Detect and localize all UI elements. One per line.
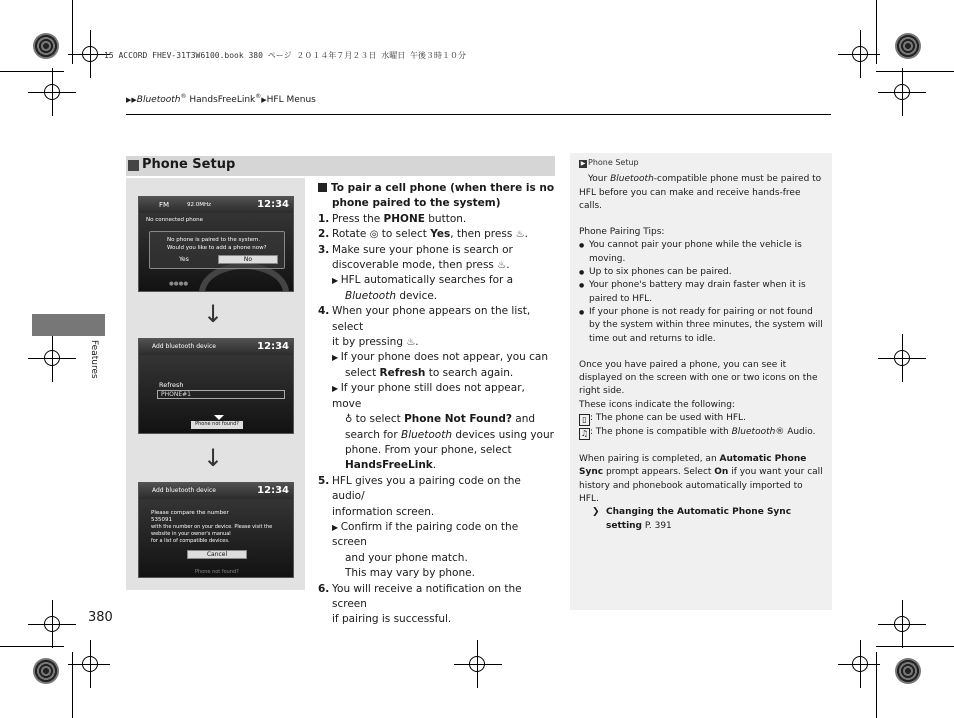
step-text: Press the [332, 212, 384, 225]
step-text-bold: Phone Not Found? [404, 413, 512, 426]
step-text-italic: Bluetooth [401, 428, 452, 441]
step-4-sub2-cont [318, 443, 556, 458]
screen-pairing-code: 535091 [151, 517, 172, 523]
steps-heading [318, 181, 556, 196]
step-4-sub2-cont [318, 412, 556, 427]
sidebar-text-bold: Automatic Phone [719, 454, 807, 465]
screen-bottom-text: Phone not found? [195, 569, 239, 575]
sidebar-para: calls. [579, 200, 603, 211]
breadcrumb-handsfreelink: HandsFreeLink [186, 95, 256, 105]
step-text: and [511, 413, 536, 426]
registration-circle [852, 46, 868, 62]
screen-compare-number [138, 482, 294, 578]
registration-circle [82, 656, 98, 672]
registered-mark: ® [255, 93, 262, 100]
step-4-sub2-cont [318, 458, 556, 473]
sidebar-para: right side. [579, 386, 625, 397]
section-square-icon [128, 160, 139, 171]
cross-reference-link[interactable] [579, 520, 825, 533]
step-number: 1. [318, 212, 330, 225]
registration-circle [894, 84, 910, 100]
step-3 [318, 243, 556, 258]
sidebar-text: : The phone is compatible with [590, 427, 732, 438]
step-text: . [432, 459, 437, 472]
registration-circle [44, 84, 60, 100]
selector-knob-icon: ◎ [369, 229, 379, 241]
heading-square-icon [318, 183, 327, 192]
step-text: select [345, 366, 380, 379]
step-text: if pairing is successful. [332, 613, 452, 626]
dialog-no-button: No [218, 255, 278, 264]
cross-reference-link[interactable] [579, 506, 825, 519]
dialog-line: Would you like to add a phone now? [167, 245, 267, 251]
screen-no-phone [138, 196, 294, 292]
screen-down-triangle-icon [214, 415, 224, 420]
screen-text-line: Please compare the number [151, 510, 229, 516]
note-arrow-icon: ▶ [332, 276, 341, 286]
step-5-sub-cont [318, 566, 556, 581]
step-2 [318, 227, 556, 242]
sidebar-tip: ● Your phone's battery may drain faster when it is [579, 279, 825, 292]
sidebar-para [579, 173, 825, 186]
step-text: it by pressing [332, 336, 407, 349]
sidebar-para [579, 453, 825, 466]
step-6 [318, 582, 556, 613]
section-header [126, 156, 555, 176]
chapter-label: Features [89, 340, 99, 379]
step-3-sub [318, 273, 556, 288]
sidebar-text: -compatible phone must be paired to [653, 174, 822, 185]
step-text: devices using your [451, 428, 554, 441]
screen-bottom-dots: ●●●● [169, 281, 189, 287]
music-note-icon: ♫ [580, 429, 589, 439]
sidebar-para: HFL before you can make and receive hands-free [579, 187, 801, 198]
screen-clock: 12:34 [257, 199, 289, 210]
sidebar-heading [579, 156, 825, 169]
sidebar-tip-cont: by the system within three minutes, the system will [589, 320, 823, 331]
sidebar-para: Once you have paired a phone, you can see it [579, 359, 787, 370]
step-text: If your phone does not appear, you can [340, 351, 549, 364]
registration-circle [82, 46, 98, 62]
step-number: 6. [318, 582, 330, 595]
step-number: 4. [318, 305, 330, 318]
sidebar-text-italic: Bluetooth [731, 427, 776, 438]
step-4-sub1 [318, 350, 556, 365]
screen-title: Add bluetooth device [152, 343, 216, 350]
step-4-sub1-cont [318, 366, 556, 381]
breadcrumb-hfl-menus: HFL Menus [266, 95, 316, 105]
sidebar-text: When pairing is completed, an [579, 454, 720, 465]
registration-target-bottom-left [33, 658, 59, 684]
screen-info: 92.0MHz [187, 202, 212, 208]
sidebar-text-bold: Sync [579, 467, 604, 478]
step-4-sub2-cont [318, 428, 556, 443]
crop-line [0, 71, 64, 72]
sidebar-text: : The phone can be used with HFL. [590, 413, 746, 424]
down-arrow-icon: ↓ [203, 300, 224, 328]
registration-circle [469, 656, 485, 672]
sidebar-para: HFL. [579, 493, 599, 504]
screen-source: FM [159, 201, 170, 209]
step-text: . [506, 259, 510, 272]
step-text: Make sure your phone is search or [332, 243, 513, 256]
step-5-sub-cont [318, 551, 556, 566]
step-text-bold: Yes [430, 228, 451, 241]
breadcrumb-arrow-icon: ▶▶ [126, 96, 137, 104]
step-text: to select [378, 228, 431, 241]
registration-circle [894, 350, 910, 366]
joystick-icon: ♁ [345, 414, 353, 426]
press-knob-icon: ♨ [515, 229, 525, 241]
step-text: and your phone match. [345, 551, 468, 564]
screen-dialog [149, 231, 285, 269]
sidebar-tip-cont: moving. [589, 253, 626, 264]
screen-clock: 12:34 [257, 485, 289, 496]
step-text: When your phone appears on the list, select [332, 305, 531, 333]
step-number: 2. [318, 228, 330, 241]
step-4-cont [318, 335, 556, 350]
crop-line [876, 646, 954, 647]
step-text-bold: Refresh [379, 366, 426, 379]
phone-icon: ▯ [579, 414, 590, 426]
screen-clock: 12:34 [257, 341, 289, 352]
registered-mark: ® [180, 93, 187, 100]
step-text: Rotate [332, 228, 370, 241]
step-text: search for [345, 428, 401, 441]
header-rule [126, 114, 831, 115]
sidebar-para: displayed on the screen with one or two icons on the [579, 373, 818, 384]
screen-text-line: with the number on your device. Please visit the [151, 524, 273, 530]
down-arrow-icon: ↓ [203, 444, 224, 472]
step-text-italic: Bluetooth [345, 289, 396, 302]
step-text: HFL gives you a pairing code on the audio/ [332, 474, 521, 503]
screen-text-line: for a list of compatible devices. [151, 538, 230, 544]
press-knob-icon: ♨ [406, 337, 416, 349]
xref-text: Changing the Automatic Phone Sync [606, 507, 792, 518]
step-5-sub [318, 520, 556, 551]
breadcrumb-bluetooth: Bluetooth [136, 95, 181, 105]
registration-target-top-right [895, 33, 921, 59]
step-text: HFL automatically searches for a [340, 274, 514, 287]
step-text: Confirm if the pairing code on the screen [332, 520, 519, 549]
screen-status: No connected phone [146, 217, 203, 223]
step-text: This may vary by phone. [345, 567, 475, 580]
step-text: If your phone still does not appear, move [332, 382, 525, 410]
section-title: Phone Setup [142, 157, 236, 172]
step-4-sub2 [318, 381, 556, 412]
page-number: 380 [88, 610, 113, 625]
step-text-bold: PHONE [383, 212, 425, 225]
step-3-cont [318, 258, 556, 273]
screen-title: Add bluetooth device [152, 487, 216, 494]
note-arrow-icon: ▶ [332, 353, 341, 363]
step-text: . [415, 336, 419, 349]
crop-line [876, 71, 954, 72]
step-1 [318, 212, 556, 227]
sidebar-text: ® Audio. [775, 427, 816, 438]
sidebar-icon-row [579, 412, 825, 426]
sidebar-text: Your [588, 174, 611, 185]
sidebar-text: if you want your call [728, 467, 823, 478]
spacer [579, 213, 825, 226]
step-text: . [524, 228, 528, 241]
sidebar-para [579, 466, 825, 479]
sidebar-icon-row [579, 426, 825, 440]
sidebar-notes [570, 153, 832, 610]
crop-line [72, 652, 73, 718]
step-3-sub-cont [318, 289, 556, 304]
press-knob-icon: ♨ [497, 260, 507, 272]
sidebar-tip-cont: paired to HFL. [589, 293, 653, 304]
registration-target-bottom-right [895, 658, 921, 684]
step-6-cont [318, 612, 556, 627]
screen-phone-not-found: Phone not found? [191, 421, 243, 429]
steps-heading-line: phone paired to the system) [332, 197, 501, 210]
step-number: 3. [318, 243, 330, 256]
step-text: information screen. [332, 505, 435, 518]
step-text: discoverable mode, then press [332, 259, 498, 272]
sidebar-tip: ● If your phone is not ready for pairing or not found [579, 306, 825, 319]
step-text-bold: HandsFreeLink [345, 459, 433, 472]
xref-page: P. 391 [642, 520, 672, 531]
sidebar-tip: ● Up to six phones can be paired. [579, 266, 825, 279]
sidebar-text: prompt appears. Select [603, 467, 715, 478]
step-text: device. [395, 289, 438, 302]
crop-line [876, 652, 877, 718]
step-text: to select [352, 413, 405, 426]
chapter-tab [32, 314, 105, 336]
spacer [579, 346, 825, 359]
crop-line [0, 646, 64, 647]
dialog-yes-button: Yes [179, 256, 189, 263]
sidebar-heading-text: Phone Setup [588, 158, 639, 167]
xref-text: setting [606, 520, 642, 531]
step-text: button. [424, 212, 467, 225]
steps-heading-line: To pair a cell phone (when there is no [331, 182, 555, 194]
registration-circle [44, 616, 60, 632]
step-4 [318, 304, 556, 335]
sidebar-tips-title: Phone Pairing Tips: [579, 227, 665, 238]
step-number: 5. [318, 474, 330, 487]
step-5-cont [318, 505, 556, 520]
note-marker-icon: ▶ [580, 160, 586, 167]
spacer [579, 440, 825, 453]
screen-refresh: Refresh [159, 381, 184, 389]
step-5 [318, 474, 556, 505]
step-text: to search again. [425, 366, 514, 379]
breadcrumb [126, 93, 316, 105]
step-text: , then press [450, 228, 516, 241]
registration-circle [894, 616, 910, 632]
registration-circle [852, 656, 868, 672]
dialog-line: No phone is paired to the system. [167, 237, 261, 243]
file-stamp: 15 ACCORD FHEV-31T3W6100.book 380 ページ ２０１４年７月２３日 水曜日 午後３時１０分 [104, 51, 467, 60]
steps-heading [318, 196, 556, 211]
note-arrow-icon: ▶ [332, 522, 341, 532]
cross-reference-icon: ❯ [592, 507, 600, 518]
step-text: phone. From your phone, select [345, 443, 512, 456]
step-text: You will receive a notification on the screen [332, 582, 522, 610]
note-arrow-icon: ▶ [332, 384, 341, 394]
sidebar-tip-cont: time out and returns to idle. [589, 333, 716, 344]
screen-phone-item: PHONE#1 [157, 390, 285, 399]
sidebar-text-bold: On [714, 467, 729, 478]
screen-add-device [138, 338, 294, 434]
pairing-steps [318, 181, 556, 628]
registration-target-top-left [33, 33, 59, 59]
registration-circle [44, 350, 60, 366]
sidebar-tip: ● You cannot pair your phone while the vehicle is [579, 239, 825, 252]
screen-text-line: website in your owner's manual [151, 531, 231, 537]
sidebar-para: history and phonebook automatically imported to [579, 480, 803, 491]
sidebar-text-italic: Bluetooth [610, 174, 654, 185]
screen-cancel-button: Cancel [187, 550, 247, 559]
breadcrumb-arrow-icon: ▶ [261, 96, 267, 104]
sidebar-para: These icons indicate the following: [579, 399, 735, 410]
